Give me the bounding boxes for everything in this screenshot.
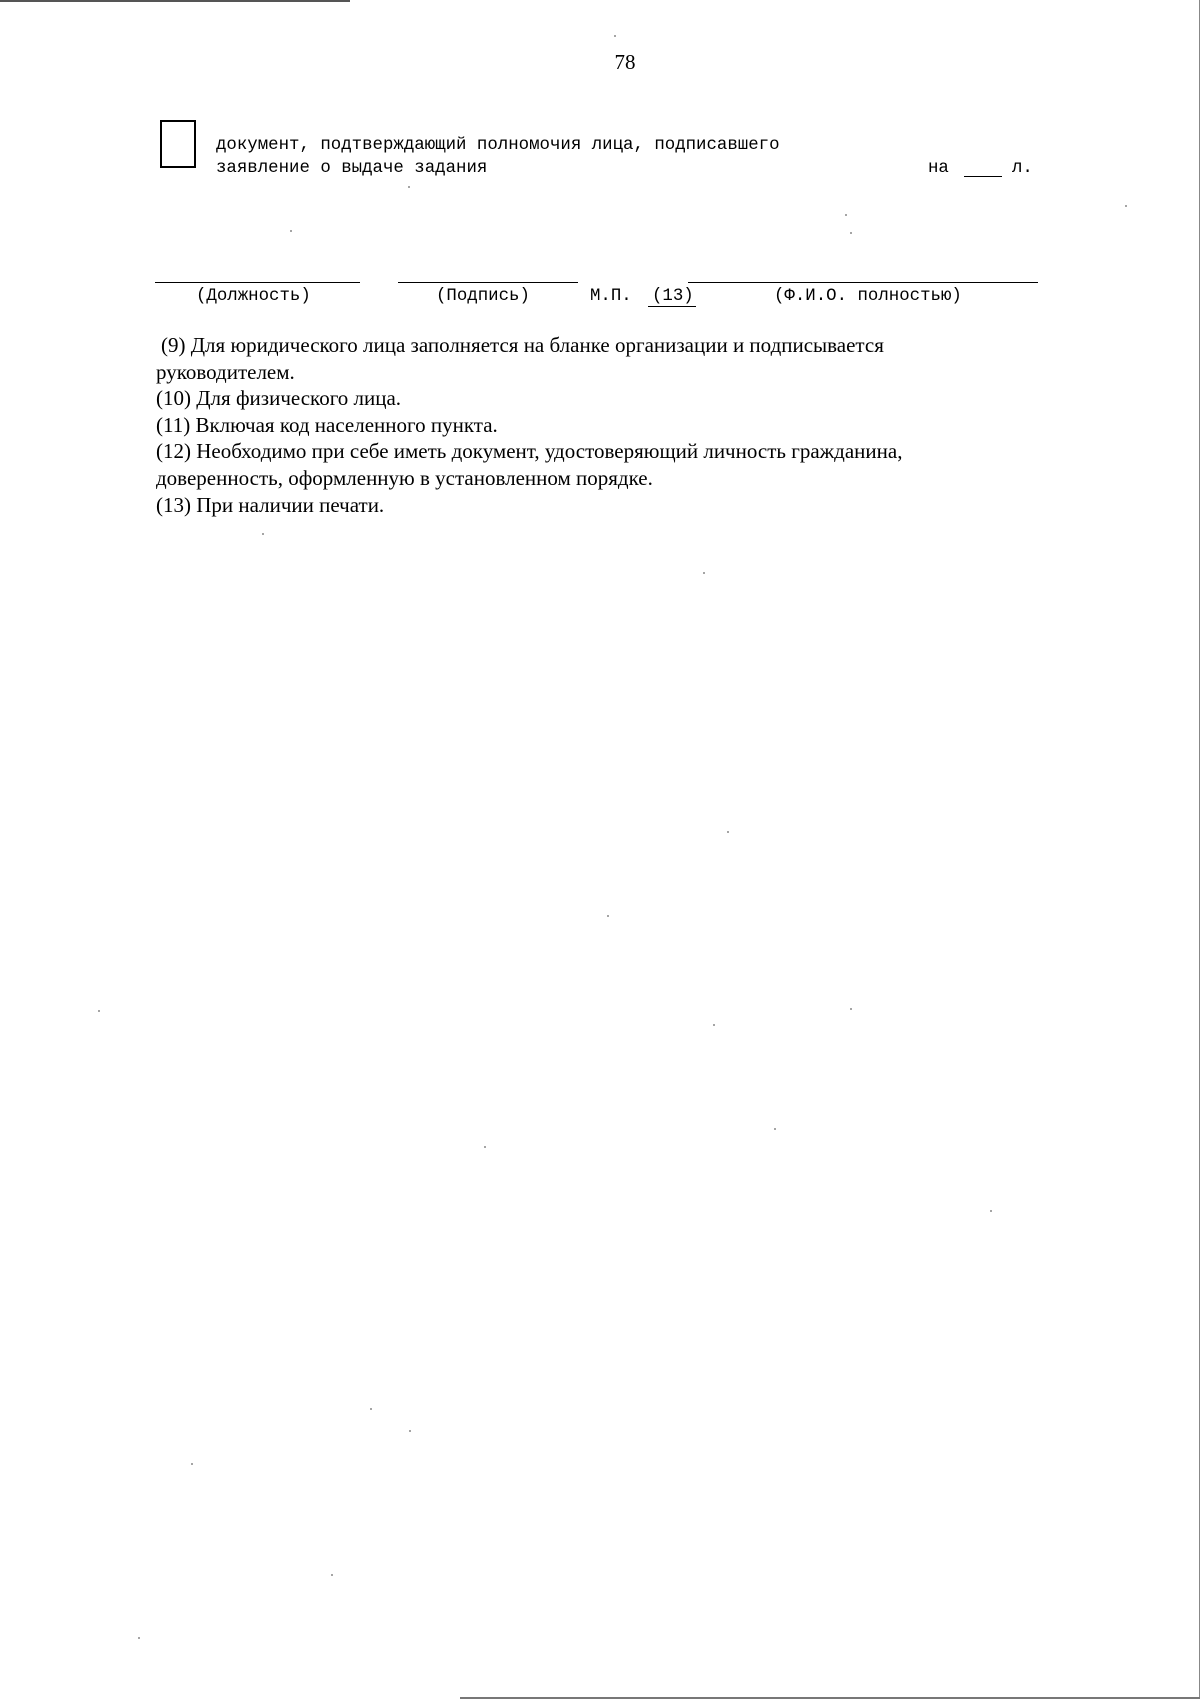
scan-speck (409, 1430, 411, 1432)
footnote-11: (11) Включая код населенного пункта. (156, 412, 498, 437)
scan-speck (484, 1146, 486, 1148)
scan-speck (850, 1008, 852, 1010)
stamp-footnote-ref: (13) (652, 287, 694, 306)
signature-label: (Подпись) (436, 287, 530, 306)
footnotes-list (156, 332, 1016, 518)
footnote-9: (9) Для юридического лица заполняется на бланке организации и подписывается руководителем. (156, 333, 884, 384)
page-number: 78 (614, 50, 636, 74)
sheets-count-field[interactable] (964, 176, 1002, 177)
stamp-footnote-underline (648, 306, 696, 307)
scan-speck (331, 1574, 333, 1576)
full-name-line[interactable] (688, 282, 1038, 283)
scan-speck (774, 1128, 776, 1130)
scan-speck (727, 831, 729, 833)
attachment-checkbox[interactable] (160, 120, 196, 168)
scan-speck (290, 230, 292, 232)
scan-speck (408, 186, 410, 188)
scan-speck (990, 1210, 992, 1212)
scan-edge-top (0, 0, 350, 2)
scan-speck (703, 572, 705, 574)
footnote-13: (13) При наличии печати. (156, 492, 385, 517)
attachment-text-line1: документ, подтверждающий полномочия лица, подписавшего (216, 136, 780, 155)
scan-speck (1125, 205, 1127, 207)
scan-speck (614, 35, 616, 37)
scan-speck (607, 915, 609, 917)
position-line[interactable] (155, 282, 360, 283)
scan-speck (191, 1463, 193, 1465)
position-label: (Должность) (196, 287, 311, 306)
scan-speck (138, 1637, 140, 1639)
scan-speck (845, 214, 847, 216)
stamp-label: М.П. (590, 287, 632, 306)
attachment-text-line2: заявление о выдаче задания (216, 159, 488, 178)
scan-speck (370, 1408, 372, 1410)
scan-speck (98, 1010, 100, 1012)
full-name-label: (Ф.И.О. полностью) (774, 287, 962, 306)
scan-speck (850, 232, 852, 234)
footnote-10: (10) Для физического лица. (156, 386, 402, 411)
sheets-suffix: л. (1012, 159, 1033, 178)
scan-speck (262, 533, 264, 535)
signature-line[interactable] (398, 282, 578, 283)
footnote-12: (12) Необходимо при себе иметь документ, удостоверяющий личность гражданина, доверенность, оформленную в установленном порядке. (156, 439, 903, 490)
scan-speck (713, 1024, 715, 1026)
sheets-prefix: на (928, 159, 949, 178)
